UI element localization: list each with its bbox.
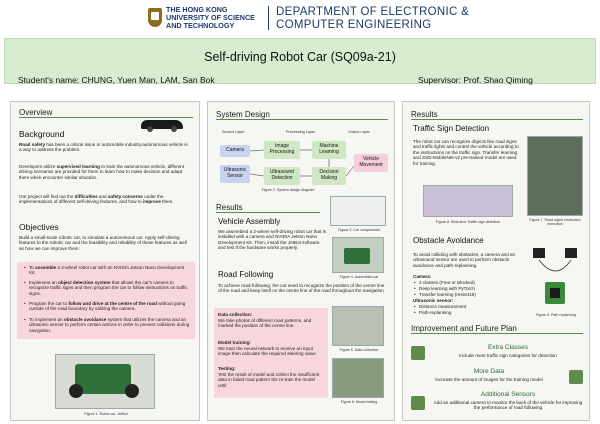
ultrasonic-feature: • Distance measurement: [419, 304, 466, 309]
camera-feature: • 2 classes (Free or Blocked): [419, 280, 475, 285]
more-data-heading: More Data: [473, 368, 505, 375]
image-processing-node: Image Processing: [264, 141, 300, 159]
background-paragraph-1: Road safety has been a critical issue in automobile industry.autonomous vehicle is a way to address the problem.: [19, 142, 188, 153]
objective-item: • Program the car to follow and drive at the centre of the road without going outside of the road boundary by utilizing the camera.: [29, 301, 191, 312]
road-sign-execution-photo: [527, 136, 583, 216]
improvement-heading: Improvement and Future Plan: [411, 324, 583, 334]
robot-car-wheel-icon: [69, 384, 83, 398]
university-name: THE HONG KONG UNIVERSITY OF SCIENCE AND TECHNOLOGY: [166, 5, 255, 30]
machine-learning-node: Machine Learning: [312, 141, 346, 159]
results-heading: Results: [411, 110, 583, 120]
model-testing-photo: [332, 358, 384, 398]
data-collection-heading: Data collection:: [218, 312, 253, 317]
model-training-heading: Model training:: [218, 340, 251, 345]
ultrasonic-sensor-node: Ultrasonic Sensor: [220, 165, 250, 183]
obstacle-avoidance-heading: Obstacle Avoidance: [413, 236, 484, 245]
ultrasonic-label: Ultrasonic sensor:: [413, 298, 454, 303]
overview-heading: Overview: [19, 108, 193, 118]
background-paragraph-3: Our project will find out the difficulties and safety concerns under the implementations of different self-driving features, and how to improve them.: [19, 194, 174, 205]
figure-1-caption: Figure 1. Robot car- JetBot: [84, 412, 128, 416]
output-layer-label: Output Layer: [348, 130, 370, 134]
decision-making-node: Decision Making: [312, 167, 346, 185]
vehicle-assembly-heading: Vehicle Assembly: [218, 217, 281, 226]
objectives-heading: Objectives: [19, 222, 59, 232]
objectives-paragraph: Build a small-scale robotic car, to simulate a autonomous car. Apply self-driving features to the robotic car and the feasibility and reliability of these features as well as how we can improve them:: [19, 235, 187, 251]
assembled-car-icon: [344, 248, 370, 264]
figure-5-caption: Figure 5. Data collection: [339, 348, 379, 352]
additional-sensors-paragraph: Add an additional camera to monitor the back of the vehicle for improving the performance of road following: [433, 400, 583, 411]
camera-label: Camera:: [413, 274, 432, 279]
processing-layer-label: Processing Layer: [286, 130, 316, 134]
car-wheel-icon: [171, 126, 177, 132]
traffic-sign-detection-paragraph: The robot car can recognize objects like road signs and traffic lights and control the vehicle according to the instructions on the traffic sign. Transfer learning and SSD-MobileNet-v2 pre-trained model are used for training.: [413, 139, 519, 166]
more-data-paragraph: Increase the amount of images for the training model: [435, 377, 543, 382]
vehicle-movement-node: Vehicle Movement: [354, 154, 388, 172]
ultrasonic-feature: • Path-replanning: [419, 310, 451, 315]
background-paragraph-2: Developers utilize supervised learning to train the autonomous vehicle, different driving scenarios are provided for them to learn how to make decision and adapt them when encounter similar situation.: [19, 164, 185, 180]
university-crest-icon: [148, 8, 162, 27]
objective-item: • Implement an object detection system that allows the car's camera to recognize traffic signs and then program the car to follow instructions on traffic signs.: [29, 280, 191, 296]
traffic-sign-detection-heading: Traffic Sign Detection: [413, 124, 490, 133]
background-heading: Background: [19, 129, 65, 139]
data-collection-photo: [332, 306, 384, 346]
path-replanning-diagram: [527, 242, 585, 312]
figure-7-caption: Figure 7. Road sign's instruction execution: [529, 218, 581, 226]
supervisor-name: Supervisor: Prof. Shao Qiming: [418, 75, 533, 85]
model-training-paragraph: We train the neural network to receive an input image then calculate the required steering value: [218, 346, 316, 357]
extra-classes-paragraph: Include more traffic sign categories for detection: [459, 353, 557, 358]
figure-3-caption: Figure 3. Car components: [338, 228, 380, 232]
data-collection-paragraph: We take photos of different road patterns, and marked the position of the centre line.: [218, 318, 312, 329]
figure-8-caption: Figure 8. Real-time Traffic sign detection: [435, 220, 501, 224]
figure-4-caption: Figure 4. Assembled car: [339, 275, 379, 279]
header-divider: [268, 6, 269, 30]
objective-item: • To assemble a 2-wheel robot car with an NVIDIA Jetson Nano Development Kit.: [29, 265, 191, 276]
car-components-photo: [330, 196, 386, 226]
road-following-heading: Road Following: [218, 270, 274, 279]
student-names: Student's name: CHUNG, Yuen Man, LAM, San Bok: [18, 75, 215, 85]
robot-car-body-icon: [75, 364, 131, 394]
vehicle-assembly-paragraph: We assembled a 2-wheel self-driving robot car that is installed with a camera and NVIDIA Jetson Nano Development Kit. Then, install the JetBot software and test if the hardware works properly.: [218, 229, 326, 251]
traffic-sign-detection-photo: [423, 185, 513, 217]
results-heading: Results: [216, 203, 320, 213]
camera-node: Camera: [220, 145, 250, 157]
system-design-heading: System Design: [216, 110, 388, 120]
sensor-layer-label: Sensor Layer: [222, 130, 245, 134]
figure-2-caption: Figure 2. System design diagram: [261, 188, 315, 192]
camera-feature: • Deep learning with PyTorch: [419, 286, 475, 291]
extra-classes-heading: Extra Classes: [487, 344, 529, 351]
testing-heading: Testing:: [218, 366, 236, 371]
figure-9-caption: Figure 9. Path replanning: [535, 313, 577, 317]
additional-sensors-heading: Additional Sensors: [480, 391, 536, 398]
figure-6-caption: Figure 6. Model testing: [340, 400, 378, 404]
obstacle-avoidance-paragraph: To avoid colliding with obstacles, a camera and an ultrasound sensor are used to perform obstacle avoidance and path-replanning.: [413, 252, 516, 268]
camera-feature: • Transfer learning (resnet18): [419, 292, 476, 297]
system-diagram-arrows: [208, 102, 396, 202]
robot-car-wheel-icon: [125, 384, 139, 398]
ultrasound-detection-node: Ultrasound Detection: [264, 167, 300, 185]
poster-title: Self-driving Robot Car (SQ09a-21): [204, 50, 396, 64]
car-wheel-icon: [147, 126, 153, 132]
road-following-paragraph: To achieve road-following, the car need to recognize the position of the centre line of the road and keep itself on the centre line of the road throughout the navigation: [218, 283, 385, 294]
data-icon: [569, 370, 583, 384]
sensor-icon: [411, 396, 425, 410]
objective-item: • To implement an obstacle avoidance system that utilizes the camera and an ultrasonic sensor to perform certain actions in order to prevent collisions during navigation.: [29, 317, 191, 333]
testing-paragraph: Test the result of model and collect the insufficient data in failed road pattern the re-train the model until: [218, 372, 320, 388]
column-results: [402, 101, 590, 421]
department-name: DEPARTMENT OF ELECTRONIC & COMPUTER ENGINEERING: [276, 6, 470, 31]
column-overview: [10, 101, 200, 421]
traffic-sign-icon: [411, 346, 425, 360]
column-system-design: [207, 101, 395, 421]
